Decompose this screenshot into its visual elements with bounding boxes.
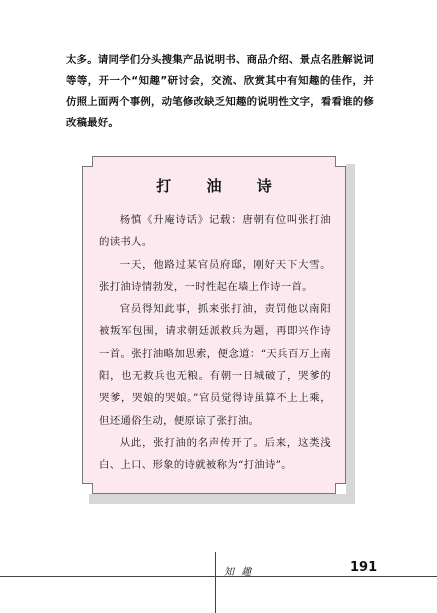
footer-section-title: 知 趣 bbox=[224, 567, 254, 578]
footer-divider-horizontal bbox=[0, 576, 437, 577]
box-title: 打 油 诗 bbox=[156, 177, 287, 195]
footer-divider-vertical bbox=[215, 552, 216, 613]
intro-paragraph: 太多。请同学们分头搜集产品说明书、商品介绍、景点名胜解说词等等，开一个“知趣”研讨会，交流、欣赏其中有知趣的佳作，并仿照上面两个事例，动笔修改缺乏知趣的说明性文字，看看谁的修改稿最好。 bbox=[66, 54, 374, 129]
story-paragraph-3: 官员得知此事，抓来张打油，责罚他以南阳被叛军包围，请求朝廷派救兵为题，再即兴作诗一首。张打油略加思索，便念道：“天兵百万上南阳，也无救兵也无粮。有朝一日城破了，哭爹的哭爹，哭娘的哭娘。”官员觉得诗虽算不上上乘，但还通俗生动，便原谅了张打油。 bbox=[99, 303, 331, 427]
story-paragraph-2: 一天，他路过某官员府邸，刚好天下大雪。张打油诗情勃发，一时性起在墙上作诗一首。 bbox=[99, 258, 331, 293]
box-corner-bottom-left bbox=[82, 483, 93, 494]
box-corner-bottom-right bbox=[335, 483, 346, 494]
story-paragraph-1: 杨慎《升庵诗话》记载：唐朝有位叫张打油的读书人。 bbox=[99, 214, 331, 249]
story-paragraph-4: 从此，张打油的名声传开了。后来，这类浅白、上口、形象的诗就被称为“打油诗”。 bbox=[99, 436, 331, 472]
box-story bbox=[99, 209, 331, 477]
page-number: 191 bbox=[350, 560, 378, 575]
box-corner-top-right bbox=[335, 156, 346, 167]
box-corner-top-left bbox=[82, 156, 93, 167]
sidebar-box-dayoushi bbox=[82, 156, 346, 494]
